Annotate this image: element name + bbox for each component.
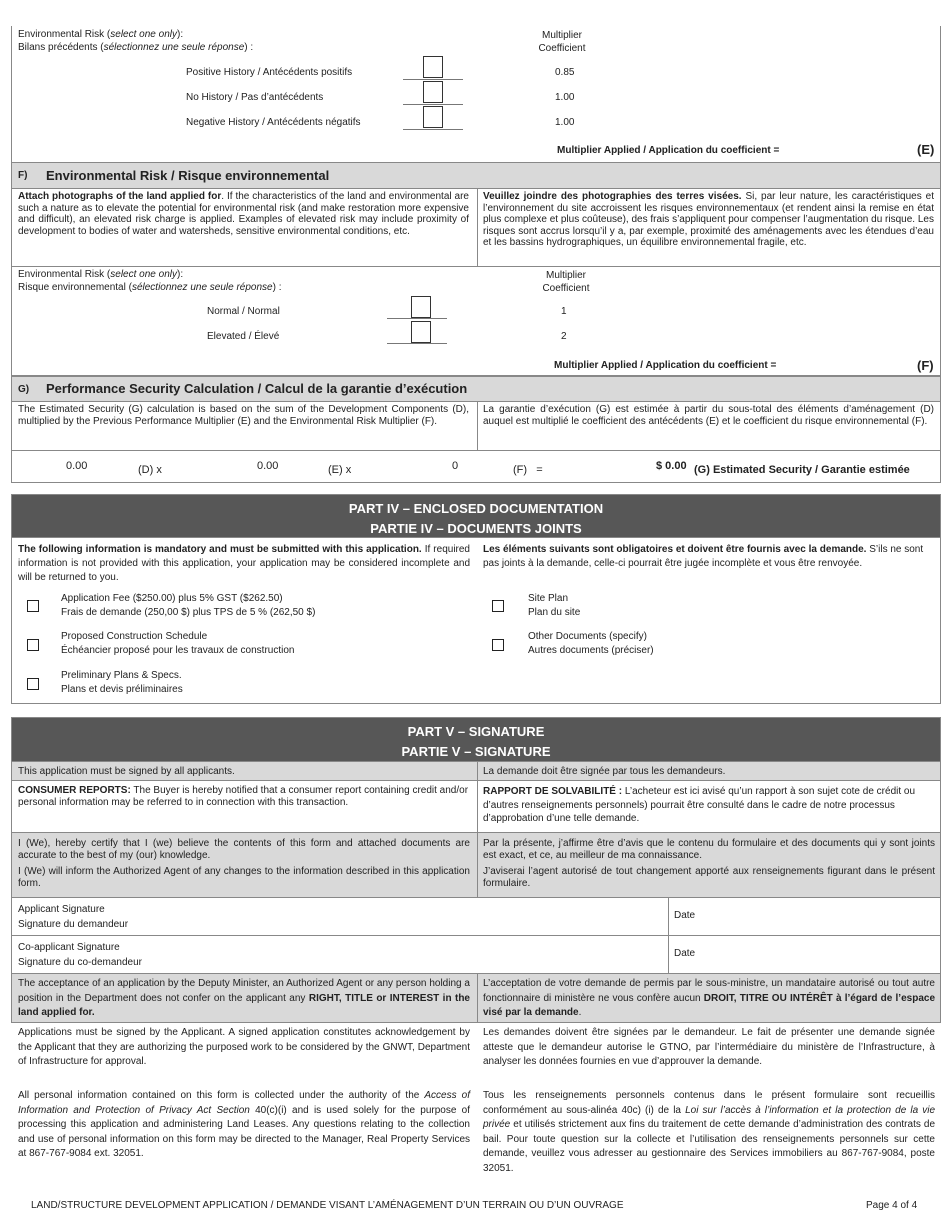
prev-option-label: Negative History / Antécédents négatifs: [186, 117, 361, 128]
preliminary-plans-checkbox[interactable]: [27, 678, 39, 690]
part4-en-text: The following information is mandatory and must be submitted with this application. If required information is not provided with this application, your application may be considered incomplete and will be returned to you.: [18, 544, 470, 583]
prev-label-fr: Bilans précédents (sélectionnez une seule réponse) :: [18, 42, 254, 53]
total-value[interactable]: $ 0.00: [656, 460, 687, 472]
elevated-risk-checkbox[interactable]: [411, 321, 431, 343]
co-applicant-signature-field[interactable]: [11, 935, 941, 974]
section-g-letter: G): [18, 384, 30, 395]
applicant-date-label: Date: [674, 910, 696, 921]
doc-item: Preliminary Plans & Specs. Plans et devis préliminaires: [61, 670, 183, 695]
applications-fr: Les demandes doivent être signées par le demandeur. Le fait de présenter une demande signée atteste que le demandeur autorise le GTNO, par l’intermédiaire du ministère de l’Infrastructure, à analyser les données fournies en vue d’approuver la demande.: [483, 1027, 935, 1067]
must-sign-en: This application must be signed by all applicants.: [18, 766, 235, 777]
section-f-title: Environmental Risk / Risque environnemental: [46, 168, 330, 183]
section-f-letter: F): [18, 170, 28, 181]
applicant-signature-label: Applicant Signature Signature du demandeur: [18, 904, 129, 930]
e-value[interactable]: 0.00: [257, 460, 279, 472]
acceptance-en: The acceptance of an application by the Deputy Minister, an Authorized Agent or any person holding a position in the Department does not confer on the applicant any RIGHT, TITLE or INTEREST in the land applied for.: [18, 978, 470, 1018]
applicant-signature-field[interactable]: [11, 897, 941, 936]
env-label-en: Environmental Risk (select one only):: [18, 269, 184, 280]
must-sign-fr: La demande doit être signée par tous les demandeurs.: [483, 766, 726, 777]
privacy-fr: Tous les renseignements personnels contenus dans le présent formulaire sont recueillis conformément au sous-alinéa 40c) (i) de la Loi sur l’accès à l’information et la protection de la vie privée et utilisés strictement aux fins du traitement de cette demande d’administration des contrats de bail. Pour toute question sur la collecte et l’utilisation des renseignements personnels sur cette demande, veuillez vous adresser au gestionnaire des Services immobiliers au 867-767-9084, poste 32051.: [483, 1090, 935, 1174]
env-option-value: 1: [561, 306, 567, 317]
footer-page-number: Page 4 of 4: [866, 1200, 918, 1211]
section-f-fr-text: Veuillez joindre des photographies des terres visées. Si, par leur nature, les caractéristiques et l’environnement du site accroissent les risques environnementaux (et rendent ainsi la remise en état plus complexe et plus coûteuse), des frais s’appliquent pour compenser l’augmentation du risque. Les risques sont accrus lorsqu’il y a, par exemple, proximité des aménagements avec les étendues d’eau et les bassins hydrographiques, un équilibre environnemental fragile, etc.: [483, 191, 934, 248]
positive-history-checkbox[interactable]: [423, 56, 443, 78]
part4-fr-text: Les éléments suivants sont obligatoires et doivent être fournis avec la demande. S’ils ne sont pas joints à la demande, celle-ci pourrait être jugée incomplète et vous être renvoyée.: [483, 544, 924, 569]
doc-item: Application Fee ($250.00) plus 5% GST ($262.50) Frais de demande (250,00 $) plus TPS de 5 % (262,50 $): [61, 593, 316, 618]
co-applicant-date-label: Date: [674, 948, 696, 959]
other-documents-checkbox[interactable]: [492, 639, 504, 651]
env-multiplier-header: Multiplier Coefficient: [542, 270, 590, 294]
consumer-reports-en: CONSUMER REPORTS: The Buyer is hereby notified that a consumer report containing credit and/or personal information may be referred to in connection with this transaction.: [18, 785, 469, 808]
certify-fr: Par la présente, j’affirme être d’avis que le contenu du formulaire et des documents qui y sont joints est exact, et ce, au meilleur de ma connaissance. J’aviserai l’agent autorisé de tout changement apporté aux renseignements figurant dans le présent formulaire.: [483, 838, 935, 889]
construction-schedule-checkbox[interactable]: [27, 639, 39, 651]
section-g-fr-text: La garantie d’exécution (G) est estimée à partir du sous-total des éléments d’aménagement (D) auquel est multiplié le coefficient des antécédents (E) et le coefficient du risque environnemental (F).: [483, 404, 934, 427]
prev-option-value: 0.85: [555, 67, 575, 78]
env-option-label: Elevated / Élevé: [207, 331, 280, 342]
site-plan-checkbox[interactable]: [492, 600, 504, 612]
section-g-title: Performance Security Calculation / Calcul de la garantie d’exécution: [46, 381, 468, 396]
doc-item: Site Plan Plan du site: [528, 593, 581, 618]
env-option-value: 2: [561, 331, 567, 342]
privacy-en: All personal information contained on this form is collected under the authority of the Access of Information and Protection of Privacy Act Section 40(c)(i) and is used solely for the purpose of processing this application and administering Land Leases. Any questions relating to the collection and use of personal information on this form may be directed to the Manager, Real Property Services at 867-767-9084 ext. 32051.: [18, 1090, 470, 1159]
prev-option-label: No History / Pas d’antécédents: [186, 92, 324, 103]
normal-risk-checkbox[interactable]: [411, 296, 431, 318]
prev-label-en: Environmental Risk (select one only):: [18, 29, 184, 40]
section-g-en-text: The Estimated Security (G) calculation is based on the sum of the Development Components (D), multiplied by the Previous Performance Multiplier (E) and the Environmental Risk Multiplier (F).: [18, 404, 469, 427]
prev-option-label: Positive History / Antécédents positifs: [186, 67, 353, 78]
applications-en: Applications must be signed by the Applicant. A signed application constitutes acknowledgement by the Applicant that they are authorizing the purposed work to be considered by the GNWT, Department of Infrastructure for approval.: [18, 1027, 470, 1067]
application-fee-checkbox[interactable]: [27, 600, 39, 612]
d-label: (D) x: [138, 464, 162, 476]
doc-item: Proposed Construction Schedule Échéancier proposé pour les travaux de construction: [61, 631, 295, 656]
e-label: (E) x: [328, 464, 352, 476]
prev-multiplier-header: Multiplier Coefficient: [538, 30, 586, 54]
certify-en: I (We), hereby certify that I (we) believe the contents of this form and attached documents are accurate to the best of my (our) knowledge. I (We) will inform the Authorized Agent of any changes to the information described in this application form.: [18, 838, 470, 889]
no-history-checkbox[interactable]: [423, 81, 443, 103]
part4-title-en: PART IV – ENCLOSED DOCUMENTATION: [348, 501, 604, 516]
prev-option-value: 1.00: [555, 117, 575, 128]
env-code: (F): [917, 358, 934, 373]
part5-header: [11, 717, 941, 762]
part5-title-fr: PARTIE V – SIGNATURE: [401, 744, 551, 759]
env-multiplier-applied: Multiplier Applied / Application du coefficient =: [554, 360, 777, 371]
section-f-en-text: Attach photographs of the land applied for. If the characteristics of the land and environmental are such a nature as to elevate the potential for environmental risk (and make restoration more expensive and difficult), an elevated risk charge is applied. Examples of elevated risk may include proximity of development to bodies of water and watersheds, sensitive environmental conditions, etc.: [18, 191, 469, 237]
env-label-fr: Risque environnemental (sélectionnez une seule réponse) :: [18, 282, 282, 293]
co-applicant-signature-label: Co-applicant Signature Signature du co-demandeur: [18, 942, 142, 968]
part5-title-en: PART V – SIGNATURE: [407, 724, 545, 739]
acceptance-fr: L’acceptation de votre demande de permis par le sous-ministre, un mandataire autorisé ou tout autre fonctionnaire di ministère ne vous confère aucun DROIT, TITRE OU INTÉRÊT à l’égard de l’espace visé par la demande.: [483, 978, 936, 1018]
footer-title: LAND/STRUCTURE DEVELOPMENT APPLICATION / DEMANDE VISANT L’AMÉNAGEMENT D’UN TERRAIN OU D’UN OUVRAGE: [31, 1200, 624, 1211]
total-label: (G) Estimated Security / Garantie estimée: [694, 464, 910, 476]
part4-title-fr: PARTIE IV – DOCUMENTS JOINTS: [370, 521, 582, 536]
part4-header: [11, 494, 941, 538]
prev-code: (E): [917, 142, 935, 157]
consumer-reports-fr: RAPPORT DE SOLVABILITÉ : L’acheteur est ici avisé qu’un rapport à son sujet cote de crédit ou d’autres renseignements personnels) pourrait être consulté dans le cadre de notre processus d’approbation d’une telle demande.: [483, 786, 916, 824]
prev-multiplier-applied: Multiplier Applied / Application du coefficient =: [557, 145, 780, 156]
env-option-label: Normal / Normal: [207, 306, 280, 317]
f-label: (F) =: [513, 464, 543, 476]
doc-item: Other Documents (specify) Autres documents (préciser): [528, 631, 654, 656]
prev-option-value: 1.00: [555, 92, 575, 103]
negative-history-checkbox[interactable]: [423, 106, 443, 128]
d-value[interactable]: 0.00: [66, 460, 88, 472]
f-value[interactable]: 0: [452, 460, 459, 472]
